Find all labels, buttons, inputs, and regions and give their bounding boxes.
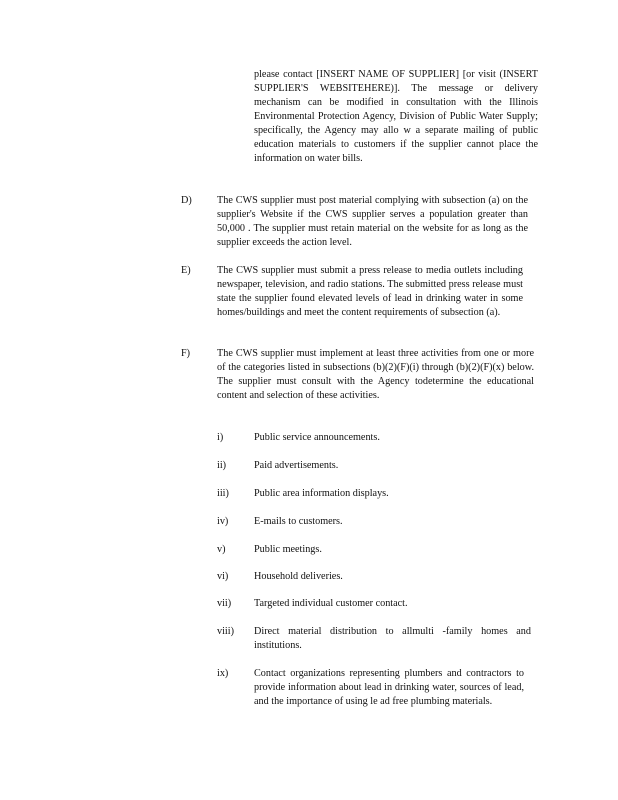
item-vi-text: Household deliveries. (254, 571, 343, 582)
item-i-text: Public service announcements. (254, 432, 380, 443)
item-ii-text: Paid advertisements. (254, 460, 339, 471)
item-vii-text: Targeted individual customer contact. (254, 598, 408, 609)
section-e-text: The CWS supplier must submit a press release to media outlets including newspaper, television, and radio stations. The submitted press release must state the supplier found elevated levels of lead in drinking water in some homes/buildings and meet the content requirements of subsection (a). (217, 265, 523, 318)
item-iv-label: iv) (217, 516, 229, 527)
item-viii-label: viii) (217, 626, 234, 637)
item-i-label: i) (217, 432, 224, 443)
item-ix-text: Contact organizations representing plumbers and contractors to provide information about lead in drinking water, sources of lead, and the importance of using le ad free plumbing materials. (254, 668, 524, 707)
item-ix-label: ix) (217, 668, 229, 679)
item-iii-text: Public area information displays. (254, 488, 389, 499)
section-f-label: F) (181, 348, 191, 359)
item-iii-label: iii) (217, 488, 229, 499)
continuation-paragraph: please contact [INSERT NAME OF SUPPLIER] [or visit (INSERT SUPPLIER'S WEBSITEHERE)]. The message or delivery mechanism can be modified in consultation with the Illinois Environmental Protection Agency, Division of Public Water Supply; specifically, the Agency may allo w a separate mailing of public education materials to customers if the supplier cannot place the information on water bills. (254, 69, 538, 164)
item-iv-text: E-mails to customers. (254, 516, 343, 527)
section-e-label: E) (181, 265, 191, 276)
item-vii-label: vii) (217, 598, 232, 609)
item-v-label: v) (217, 544, 226, 555)
section-d-text: The CWS supplier must post material complying with subsection (a) on the supplier's Website if the CWS supplier serves a population greater than 50,000 . The supplier must retain material on the website for as long as the supplier exceeds the action level. (217, 195, 528, 248)
item-viii-text: Direct material distribution to allmulti -family homes and institutions. (254, 626, 531, 651)
item-ii-label: ii) (217, 460, 227, 471)
item-vi-label: vi) (217, 571, 229, 582)
section-f-text: The CWS supplier must implement at least three activities from one or more of the categories listed in subsections (b)(2)(F)(i) through (b)(2)(F)(x) below. The supplier must consult with the Agency todetermine the educational content and selection of these activities. (217, 348, 534, 401)
item-v-text: Public meetings. (254, 544, 322, 555)
section-d-label: D) (181, 195, 192, 206)
